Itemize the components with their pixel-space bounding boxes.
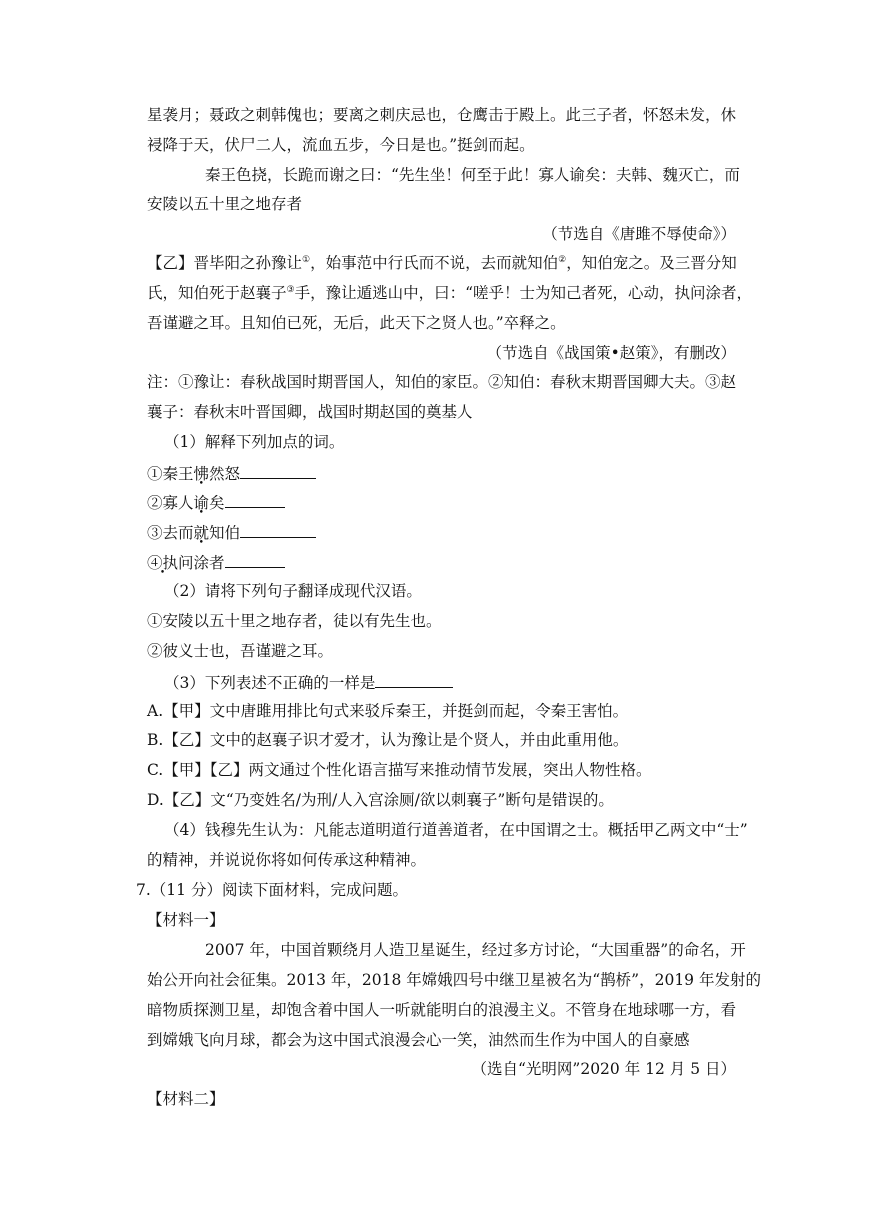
option-a: A.【甲】文中唐雎用排比句式来驳斥秦王，并挺剑而起，令秦王害怕。 bbox=[147, 702, 629, 720]
question-1d bbox=[147, 551, 285, 573]
text-line: 到嫦娥飞向月球，都会为这中国式浪漫会心一笑，油然而生作为中国人的自豪感 bbox=[147, 1031, 690, 1049]
source-citation: （选自“光明网”2020 年 12 月 5 日） bbox=[471, 1060, 736, 1078]
dotted-char: 谕 bbox=[193, 494, 210, 512]
question-4: （4）钱穆先生认为：凡能志道明道行道善道者，在中国谓之士。概括甲乙两文中“士” bbox=[164, 821, 748, 839]
text-fragment: 氏，知伯死于赵襄子 bbox=[147, 284, 287, 302]
text-line: 的精神，并说说你将如何传承这种精神。 bbox=[147, 851, 427, 869]
material-heading: 【材料二】 bbox=[147, 1090, 225, 1108]
text-line: 吾谨避之耳。且知伯已死，无后，此天下之贤人也。”卒释之。 bbox=[147, 314, 566, 332]
option-d: D.【乙】文“乃变姓名/为刑/人入宫涂厕/欲以刺襄子”断句是错误的。 bbox=[147, 791, 614, 809]
footnote-mark: ① bbox=[302, 254, 311, 265]
text-fragment: ③去而 bbox=[147, 524, 194, 542]
text-fragment: （3）下列表述不正确的一样是 bbox=[164, 674, 376, 692]
question-1b bbox=[147, 491, 285, 513]
text-line bbox=[147, 283, 752, 303]
source-citation: （节选自《战国策•赵策》，有删改） bbox=[486, 344, 736, 362]
dotted-char: ④执 • bbox=[147, 554, 178, 572]
question-1: （1）解释下列加点的词。 bbox=[164, 433, 345, 451]
answer-blank[interactable] bbox=[240, 462, 316, 479]
dotted-char: 就 bbox=[193, 524, 210, 542]
option-b: B.【乙】文中的赵襄子识才爱才，认为豫让是个贤人，并由此重用他。 bbox=[147, 731, 629, 749]
text-line: 祲降于天，伏尸二人，流血五步，今日是也。”挺剑而起。 bbox=[147, 136, 535, 154]
question-2a: ①安陵以五十里之地存者，徒以有先生也。 bbox=[147, 612, 442, 630]
text-fragment: ，始事范中行氏而不说，去而就知伯 bbox=[310, 254, 559, 272]
text-fragment: 【乙】晋毕阳之孙豫让 bbox=[147, 254, 303, 272]
text-fragment: 然怒 bbox=[209, 465, 241, 483]
note-line: 襄子：春秋末叶晋国卿，战国时期赵国的奠基人 bbox=[147, 403, 473, 421]
note-line: 注：①豫让：春秋战国时期晋国人，知伯的家臣。②知伯：春秋末期晋国卿大夫。③赵 bbox=[147, 373, 737, 391]
text-line: 2007 年，中国首颗绕月人造卫星诞生，经过多方讨论，“大国重器”的命名，开 bbox=[205, 941, 746, 959]
text-line: 安陵以五十里之地存者 bbox=[147, 195, 303, 213]
text-line: 暗物质探测卫星，却饱含着中国人一听就能明白的浪漫主义。不管身在地球哪一方，看 bbox=[147, 1001, 737, 1019]
question-1a bbox=[147, 462, 316, 484]
material-heading: 【材料一】 bbox=[147, 911, 225, 929]
answer-blank[interactable] bbox=[225, 551, 285, 568]
dotted-char: 怫 bbox=[193, 465, 210, 483]
question-2: （2）请将下列句子翻译成现代汉语。 bbox=[164, 582, 422, 600]
text-fragment: 知伯 bbox=[209, 524, 241, 542]
question-7: 7.（11 分）阅读下面材料，完成问题。 bbox=[136, 881, 408, 899]
footnote-mark: ② bbox=[558, 254, 567, 265]
source-citation: （节选自《唐雎不辱使命》） bbox=[542, 225, 736, 243]
text-fragment: ，知伯宠之。及三晋分知 bbox=[566, 254, 737, 272]
footnote-mark: ③ bbox=[286, 284, 295, 295]
text-fragment: ②寡人 bbox=[147, 494, 194, 512]
text-fragment: 问涂者 bbox=[178, 554, 225, 572]
text-fragment: 手，豫让遁逃山中，曰：“嗟乎！士为知己者死，心动，执问涂者， bbox=[294, 284, 753, 302]
question-2b: ②彼义士也，吾谨避之耳。 bbox=[147, 642, 334, 660]
text-line: 星袭月；聂政之刺韩傀也；要离之刺庆忌也，仓鹰击于殿上。此三子者，怀怒未发，休 bbox=[147, 106, 737, 124]
text-line: 始公开向社会征集。2013 年，2018 年嫦娥四号中继卫星被名为“鹊桥”，2019 年发射的 bbox=[147, 971, 761, 989]
question-3 bbox=[164, 671, 453, 693]
answer-blank[interactable] bbox=[375, 671, 453, 688]
text-fragment: 矣 bbox=[209, 494, 225, 512]
question-1c bbox=[147, 521, 316, 543]
answer-blank[interactable] bbox=[240, 521, 316, 538]
text-fragment: ①秦王 bbox=[147, 465, 194, 483]
text-line bbox=[147, 253, 737, 273]
text-line: 秦王色挠，长跪而谢之曰：“先生坐！何至于此！寡人谕矣：夫韩、魏灭亡，而 bbox=[205, 166, 740, 184]
answer-blank[interactable] bbox=[225, 491, 285, 508]
option-c: C.【甲】【乙】两文通过个性化语言描写来推动情节发展，突出人物性格。 bbox=[147, 761, 652, 779]
